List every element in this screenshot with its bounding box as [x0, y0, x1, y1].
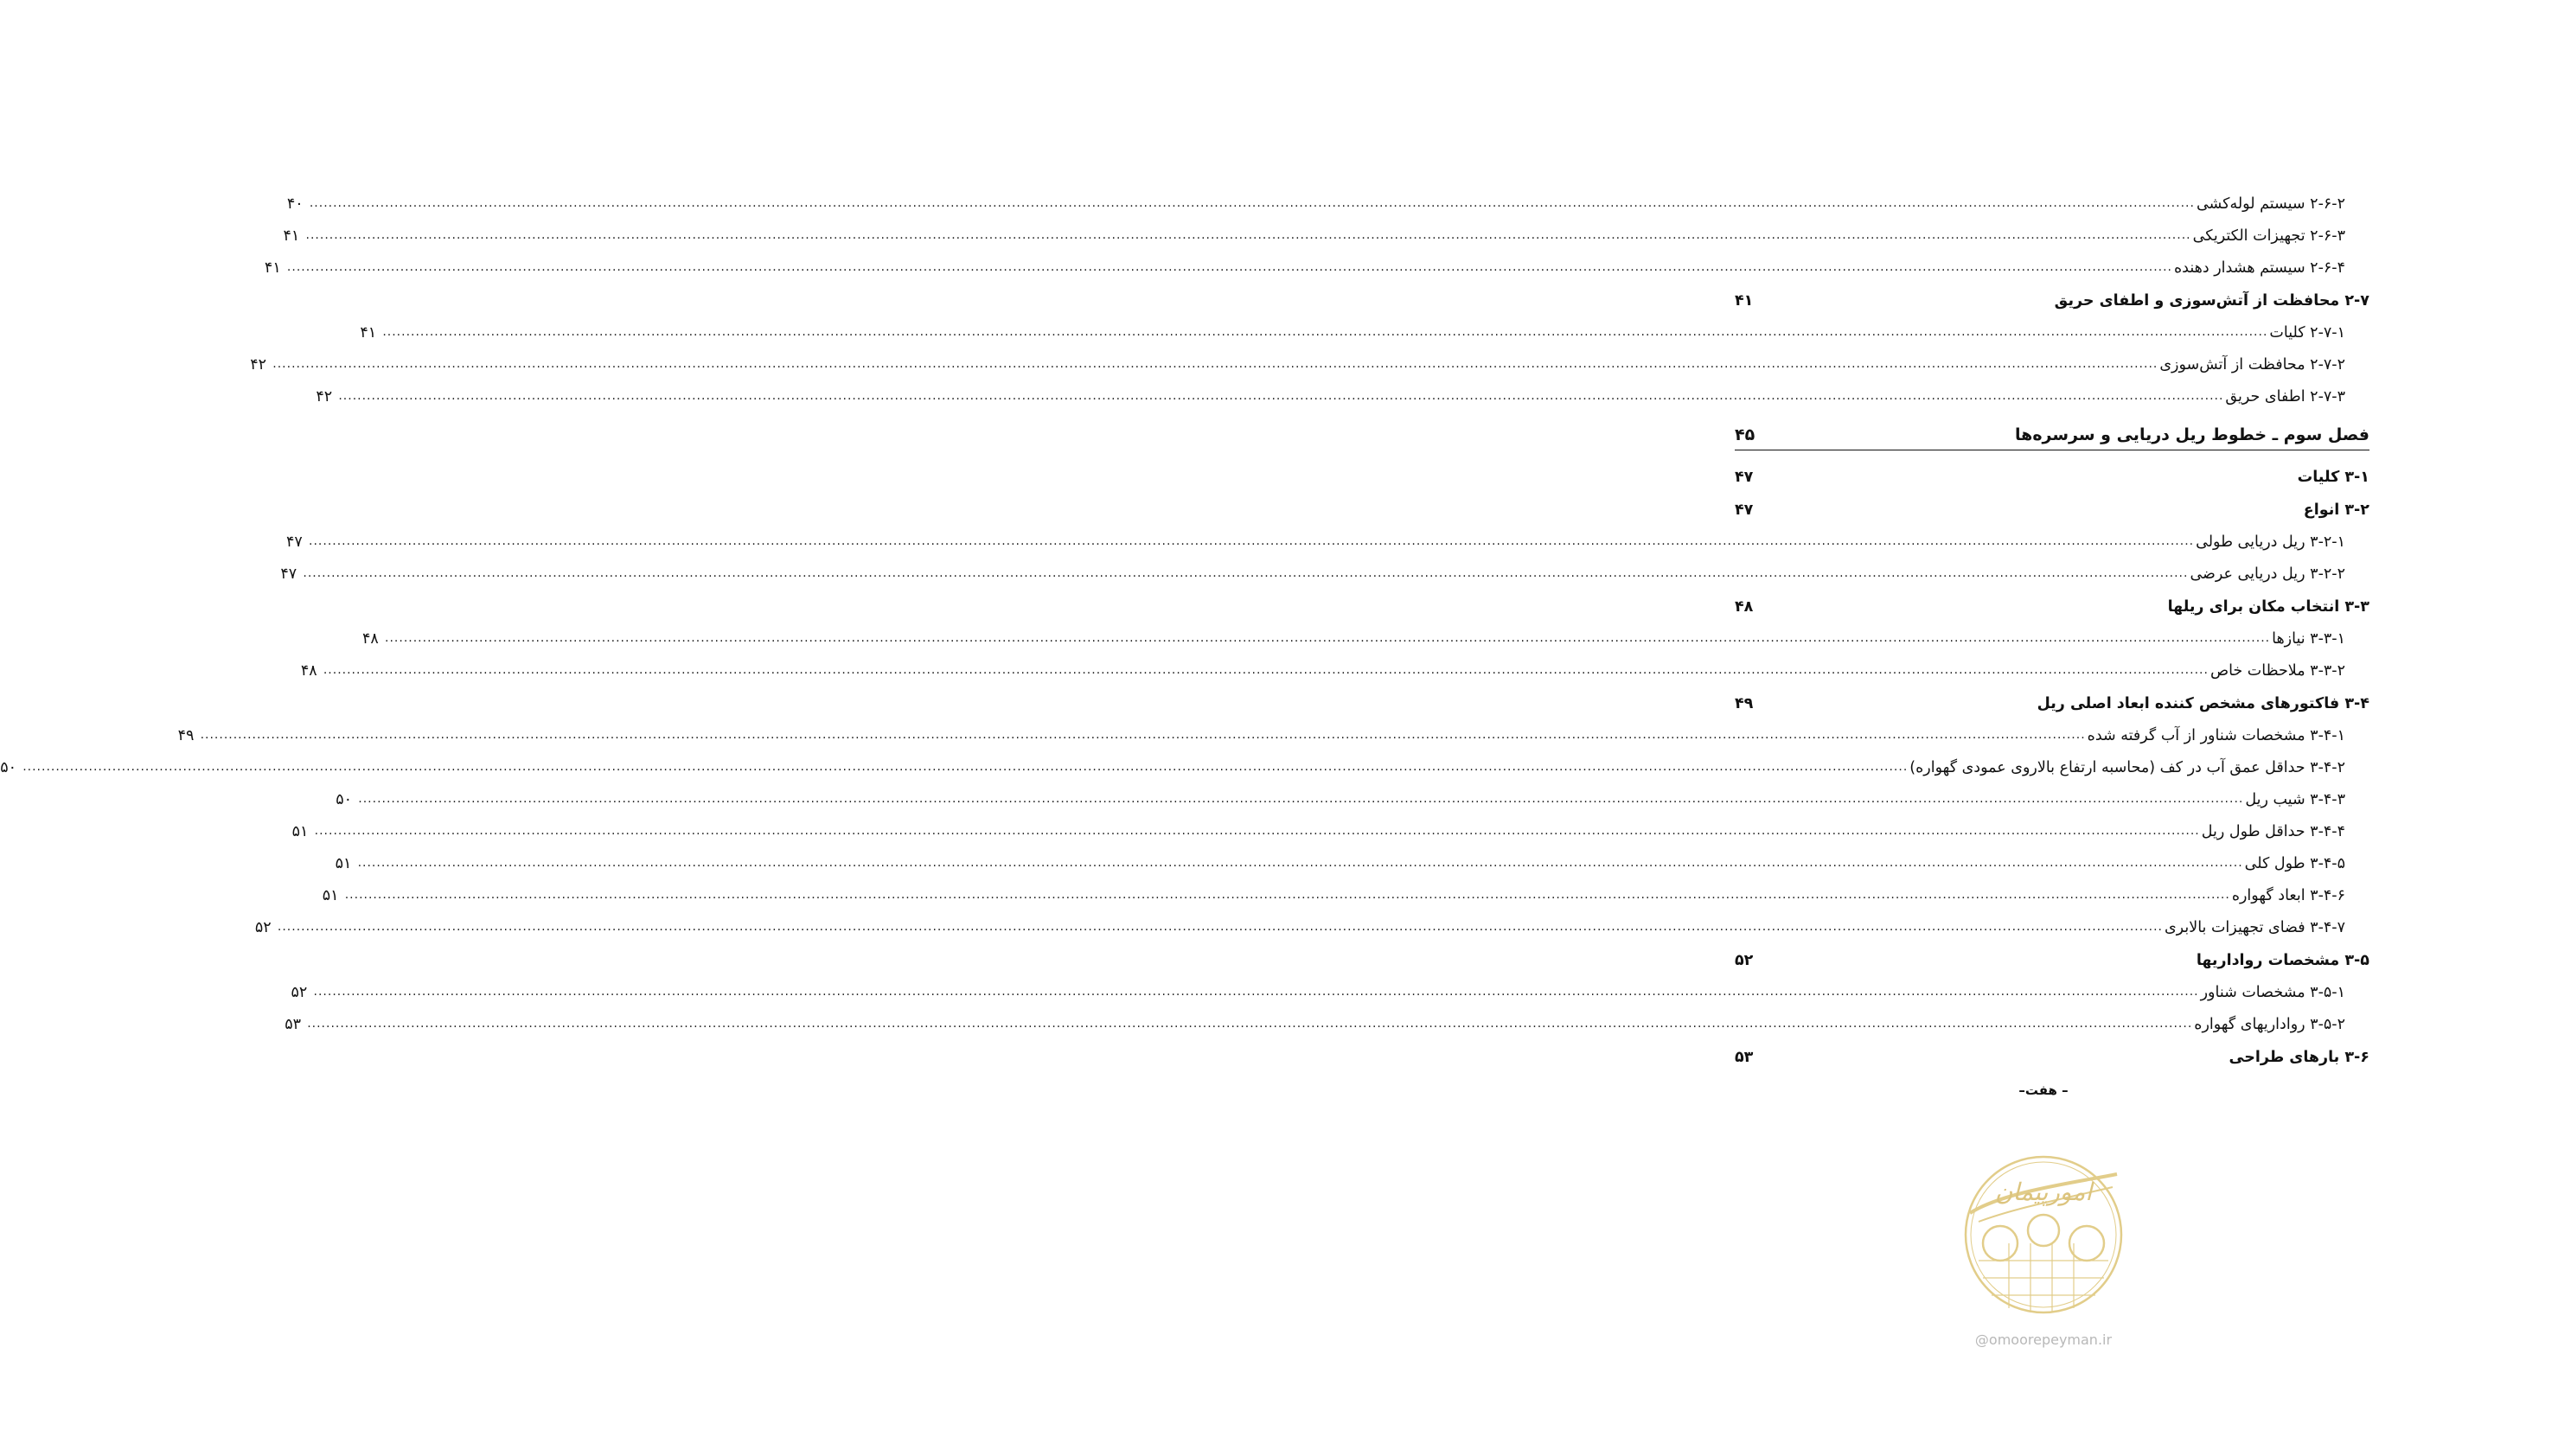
toc-entry-title: ۳-۵ مشخصات رواداریها [2196, 952, 2369, 969]
toc-entry-title: ۳-۶ بارهای طراحی [2229, 1049, 2369, 1066]
toc-subsection-row[interactable] [280, 552, 2369, 584]
toc-entry-title: ۳-۲-۱ ریل دریایی طولی [2196, 533, 2345, 551]
toc-subsection-row[interactable] [286, 182, 2369, 214]
toc-subsection-row[interactable] [322, 873, 2369, 905]
toc-page-number: ۵۰ [0, 759, 17, 776]
toc-page-number: ۴۸ [362, 630, 379, 648]
toc-entry-title: ۲-۷-۳ اطفای حریق [2225, 388, 2345, 406]
toc-page-number: ۴۸ [300, 662, 317, 680]
toc-page-number: ۴۱ [1735, 292, 1754, 310]
dot-leader: ................................................................................................................................................................................................................................................................................................................................................................................................................ [200, 728, 2086, 742]
toc-entry-title: ۲-۷-۲ محافظت از آتش‌سوزی [2159, 356, 2345, 374]
toc-page-number: ۴۷ [286, 533, 303, 551]
toc-entry-title: ۳-۴-۷ فضای تجهیزات بالابری [2164, 919, 2345, 936]
toc-page-number: ۵۱ [335, 855, 352, 872]
toc-entry-title: ۳-۴-۶ ابعاد گهواره [2231, 887, 2345, 904]
toc-page-number: ۵۱ [322, 887, 339, 904]
toc-page-number: ۵۱ [291, 823, 309, 840]
toc-subsection-row[interactable] [286, 520, 2369, 552]
toc-page-number: ۵۲ [254, 919, 272, 936]
toc-entry-title: ۳-۲ انواع [2303, 501, 2369, 519]
toc-subsection-row[interactable] [362, 616, 2369, 648]
dot-leader: ................................................................................................................................................................................................................................................................................................................................................................................................................ [382, 325, 2268, 339]
toc-entry-title: ۳-۵-۲ رواداریهای گهواره [2194, 1016, 2345, 1033]
toc-page-number: ۴۷ [1735, 501, 1754, 519]
dot-leader: ................................................................................................................................................................................................................................................................................................................................................................................................................ [22, 760, 1909, 774]
toc-section-row[interactable] [1735, 278, 2369, 310]
dot-leader: ................................................................................................................................................................................................................................................................................................................................................................................................................ [303, 566, 2189, 580]
dot-leader: ................................................................................................................................................................................................................................................................................................................................................................................................................ [314, 824, 2200, 838]
toc-subsection-row[interactable] [254, 905, 2369, 937]
dot-leader: ................................................................................................................................................................................................................................................................................................................................................................................................................ [313, 985, 2199, 999]
toc-page-number: ۴۰ [286, 195, 304, 213]
toc-page-number: ۴۱ [283, 227, 300, 245]
toc-page-number: ۵۳ [285, 1016, 302, 1033]
toc-page-number: ۴۹ [177, 727, 195, 744]
dot-leader: ................................................................................................................................................................................................................................................................................................................................................................................................................ [305, 228, 2191, 242]
toc-entry-title: ۲-۶-۳ تجهیزات الکتریکی [2192, 227, 2345, 245]
toc-entry-title: ۳-۲-۲ ریل دریایی عرضی [2190, 565, 2345, 583]
toc-page-number: ۴۸ [1735, 598, 1754, 616]
toc-subsection-row[interactable] [285, 1002, 2369, 1034]
toc-subsection-row[interactable] [336, 777, 2369, 809]
toc-entry-title: ۳-۳-۲ ملاحظات خاص [2209, 662, 2345, 680]
toc-subsection-row[interactable] [0, 745, 2369, 777]
dot-leader: ................................................................................................................................................................................................................................................................................................................................................................................................................ [272, 357, 2158, 371]
toc-section-row[interactable] [1735, 487, 2369, 520]
toc-page-number: ۵۰ [336, 791, 353, 808]
page-number-footer: – هفت– [2018, 1082, 2069, 1098]
dot-leader: ................................................................................................................................................................................................................................................................................................................................................................................................................ [357, 856, 2243, 870]
toc-entry-title: ۲-۶-۲ سیستم لوله‌کشی [2196, 195, 2345, 213]
toc-subsection-row[interactable] [250, 342, 2369, 374]
toc-entry-title: ۳-۴-۵ طول کلی [2244, 855, 2345, 872]
table-of-contents [0, 182, 2369, 1067]
toc-page-number: ۴۱ [360, 324, 377, 342]
dot-leader: ................................................................................................................................................................................................................................................................................................................................................................................................................ [338, 389, 2224, 403]
toc-section-row[interactable] [1735, 454, 2369, 487]
toc-entry-title: ۳-۴ فاکتورهای مشخص کننده ابعاد اصلی ریل [2037, 695, 2369, 712]
toc-section-row[interactable] [1735, 1034, 2369, 1067]
toc-page-number: ۴۵ [1735, 425, 1755, 444]
toc-page-number: ۴۲ [250, 356, 267, 374]
toc-entry-title: ۲-۷ محافظت از آتش‌سوزی و اطفای حریق [2054, 292, 2369, 310]
toc-subsection-row[interactable] [291, 970, 2369, 1002]
toc-subsection-row[interactable] [283, 214, 2369, 246]
toc-entry-title: ۳-۴-۳ شیب ریل [2245, 791, 2345, 808]
dot-leader: ................................................................................................................................................................................................................................................................................................................................................................................................................ [309, 196, 2195, 210]
toc-page-number: ۴۷ [280, 565, 297, 583]
dot-leader: ................................................................................................................................................................................................................................................................................................................................................................................................................ [358, 792, 2244, 806]
toc-entry-title: ۲-۶-۴ سیستم هشدار دهنده [2174, 259, 2345, 277]
dot-leader: ................................................................................................................................................................................................................................................................................................................................................................................................................ [286, 260, 2172, 274]
toc-chapter-row[interactable] [1735, 406, 2369, 450]
toc-entry-title: ۳-۴-۴ حداقل طول ریل [2201, 823, 2345, 840]
dot-leader: ................................................................................................................................................................................................................................................................................................................................................................................................................ [344, 888, 2230, 902]
toc-entry-title: فصل سوم ـ خطوط ریل دریایی و سرسره‌ها [2015, 425, 2369, 444]
toc-entry-title: ۳-۵-۱ مشخصات شناور [2200, 984, 2345, 1001]
dot-leader: ................................................................................................................................................................................................................................................................................................................................................................................................................ [385, 631, 2271, 645]
toc-subsection-row[interactable] [264, 246, 2369, 278]
toc-page-number: ۵۳ [1735, 1049, 1754, 1066]
toc-subsection-row[interactable] [291, 809, 2369, 841]
toc-entry-title: ۳-۴-۱ مشخصات شناور از آب گرفته شده [2087, 727, 2345, 744]
toc-entry-title: ۳-۱ کلیات [2297, 469, 2369, 486]
dot-leader: ................................................................................................................................................................................................................................................................................................................................................................................................................ [309, 534, 2195, 548]
dot-leader: ................................................................................................................................................................................................................................................................................................................................................................................................................ [323, 663, 2209, 677]
watermark-logo-text: امورپیمان [1994, 1178, 2093, 1206]
dot-leader: ................................................................................................................................................................................................................................................................................................................................................................................................................ [307, 1017, 2193, 1031]
toc-page-number: ۴۷ [1735, 469, 1754, 486]
toc-entry-title: ۳-۴-۲ حداقل عمق آب در کف (محاسبه ارتفاع بالاروی عمودی گهواره) [1909, 759, 2345, 776]
toc-subsection-row[interactable] [360, 310, 2369, 342]
watermark-seal-logo [1953, 1140, 2134, 1364]
toc-section-row[interactable] [1735, 680, 2369, 713]
toc-page-number: ۴۲ [316, 388, 333, 406]
toc-page-number: ۵۲ [1735, 952, 1754, 969]
toc-entry-title: ۳-۳ انتخاب مکان برای ریلها [2167, 598, 2369, 616]
toc-section-row[interactable] [1735, 584, 2369, 616]
toc-subsection-row[interactable] [177, 713, 2369, 745]
toc-entry-title: ۲-۷-۱ کلیات [2269, 324, 2345, 342]
dot-leader: ................................................................................................................................................................................................................................................................................................................................................................................................................ [277, 920, 2163, 934]
toc-subsection-row[interactable] [316, 374, 2369, 406]
toc-subsection-row[interactable] [300, 648, 2369, 680]
toc-entry-title: ۳-۳-۱ نیازها [2272, 630, 2345, 648]
toc-subsection-row[interactable] [335, 841, 2369, 873]
watermark-caption: @omoorepeyman.ir [1974, 1331, 2113, 1348]
toc-page-number: ۴۹ [1735, 695, 1754, 712]
toc-page-number: ۵۲ [291, 984, 308, 1001]
toc-section-row[interactable] [1735, 937, 2369, 970]
toc-page-number: ۴۱ [264, 259, 281, 277]
